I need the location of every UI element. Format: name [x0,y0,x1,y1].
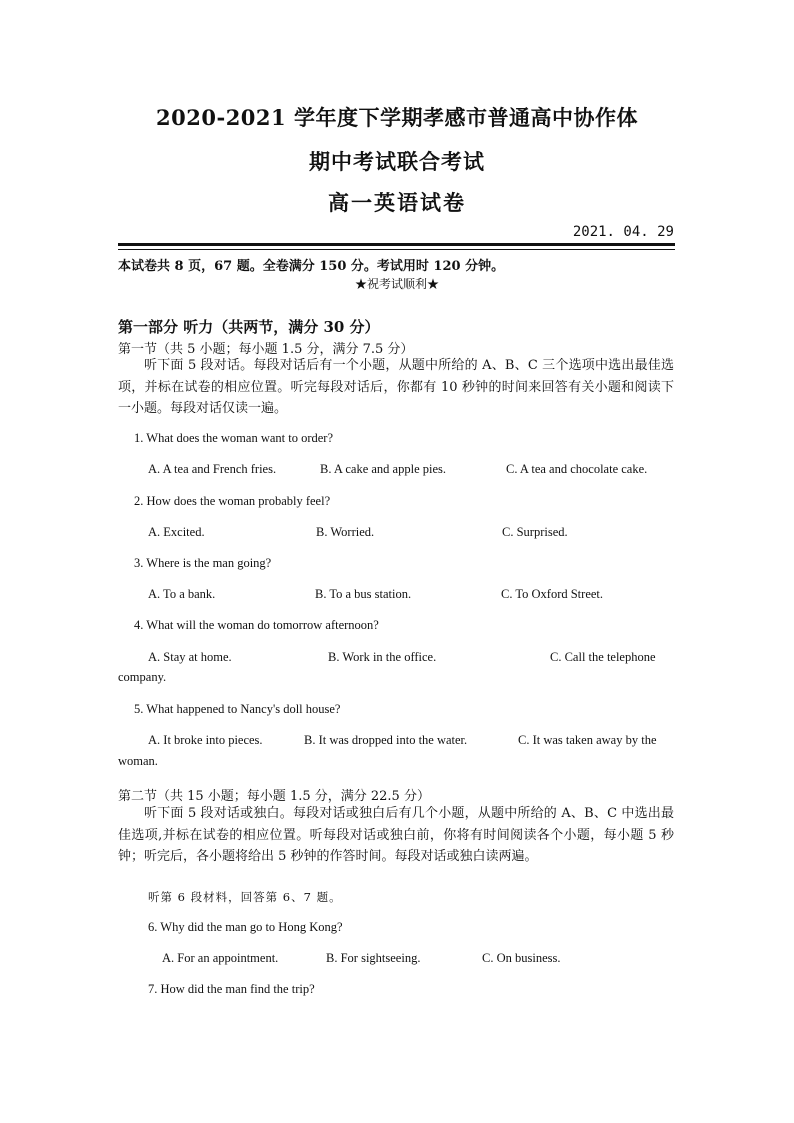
question-7: 7. How did the man find the trip? [148,982,315,996]
option-b: B. To a bus station. [315,587,412,601]
option-b: B. A cake and apple pies. [320,462,447,476]
section1-instructions: 听下面 5 段对话。每段对话后有一个小题，从题中所给的 A、B、C 三个选项中选出最佳选项，并标在试卷的相应位置。听完每段对话后，你都有 10 秒钟的时间来回答有关小题和阅读下一小题。每段对话仅读一遍。 [118,358,674,416]
option-b: B. It was dropped into the water. [304,733,468,747]
header-divider-thick [118,243,675,246]
exam-info: 本试卷共 8 页，67 题。全卷满分 150 分。考试用时 120 分钟。 [118,259,505,274]
part1-title: 第一部分 听力（共两节，满分 30 分） [118,318,380,336]
option-a: A. For an appointment. [162,951,279,965]
option-c-continuation: company. [118,670,167,684]
option-c: C. To Oxford Street. [501,587,604,601]
good-luck-note: ★祝考试顺利★ [354,277,439,291]
question-4: 4. What will the woman do tomorrow afternoon? [134,618,379,632]
question-3: 3. Where is the man going? [134,556,272,570]
section2-instructions: 听下面 5 段对话或独白。每段对话或独白后有几个小题，从题中所给的 A、B、C 中选出最佳选项,并标在试卷的相应位置。听每段对话或独白前，你将有时间阅读各个小题，每小题 5 秒钟；听完后，各小题将给出 5 秒钟的作答时间。每段对话或独白读两遍。 [118,806,674,864]
option-a: A. It broke into pieces. [148,733,263,747]
question-5: 5. What happened to Nancy's doll house? [134,702,341,716]
option-a: A. A tea and French fries. [148,462,277,476]
option-b: B. Worried. [316,525,375,539]
material-note: 听第 6 段材料，回答第 6、7 题。 [148,890,342,904]
exam-subject-title: 高一英语试卷 [328,190,466,215]
exam-title-line1: 2020-2021 学年度下学期孝感市普通高中协作体 [156,105,638,130]
question-2: 2. How does the woman probably feel? [134,494,331,508]
question-6: 6. Why did the man go to Hong Kong? [148,920,343,934]
question-1: 1. What does the woman want to order? [134,431,334,445]
option-a: A. Stay at home. [148,650,232,664]
header-divider-thin [118,249,675,250]
section1-title: 第一节（共 5 小题；每小题 1.5 分，满分 7.5 分） [118,342,414,357]
exam-date: 2021. 04. 29 [572,224,674,240]
option-c: C. On business. [482,951,561,965]
option-b: B. For sightseeing. [326,951,421,965]
option-c: C. Surprised. [502,525,568,539]
option-c: C. It was taken away by the [518,733,657,747]
option-c: C. Call the telephone [550,650,656,664]
option-c-continuation: woman. [118,754,158,768]
section2-title: 第二节（共 15 小题；每小题 1.5 分，满分 22.5 分） [118,789,430,804]
option-b: B. Work in the office. [328,650,437,664]
option-c: C. A tea and chocolate cake. [506,462,648,476]
option-a: A. Excited. [148,525,205,539]
exam-title-line2: 期中考试联合考试 [309,149,485,174]
option-a: A. To a bank. [148,587,216,601]
